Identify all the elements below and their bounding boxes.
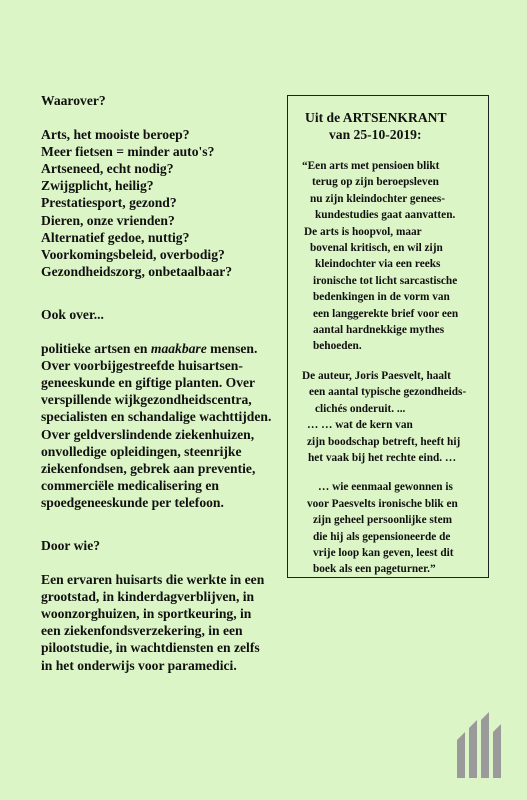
quote-line: het vaak bij het rechte eind. … xyxy=(308,451,457,464)
ook-line-emphasis: maakbare xyxy=(150,341,207,357)
ook-line: commerciële medicalisering en xyxy=(41,477,219,493)
quote-date: van 25-10-2019: xyxy=(329,127,422,142)
quote-line: clichés onderuit. ... xyxy=(315,402,406,415)
quote-line: zijn boodschap betreft, heeft hij xyxy=(307,435,461,448)
door-line: Een ervaren huisarts die werkte in een xyxy=(41,572,265,588)
door-line: pilootstudie, in wachtdiensten en zelfs xyxy=(41,640,260,656)
question-item: Dieren, onze vrienden? xyxy=(41,212,175,228)
ook-line-suffix: mensen. xyxy=(206,341,258,357)
quote-line: vrije loop kan geven, leest dit xyxy=(313,546,454,559)
question-item: Prestatiesport, gezond? xyxy=(41,195,177,211)
question-item: Gezondheidszorg, onbetaalbaar? xyxy=(41,263,233,279)
door-paragraph xyxy=(41,571,281,674)
quote-line: behoeden. xyxy=(313,340,362,353)
question-item: Zwijgplicht, heilig? xyxy=(41,178,154,194)
ook-line: specialisten en schandalige wachttijden. xyxy=(41,409,272,425)
quote-line: zijn geheel persoonlijke stem xyxy=(313,514,452,527)
quote-line: “Een arts met pensioen blikt xyxy=(302,160,440,172)
quote-line: terug op zijn beroepsleven xyxy=(312,176,439,189)
quote-source: Uit de ARTSENKRANT xyxy=(305,110,447,125)
door-line: een ziekenfondsverzekering, in een xyxy=(41,623,243,639)
quote-line: De auteur, Joris Paesvelt, haalt xyxy=(302,369,451,382)
quote-line: bedenkingen in de vorm van xyxy=(313,291,450,304)
quote-line: een langgerekte brief voor een xyxy=(313,307,459,320)
quote-line: ironische tot licht sarcastische xyxy=(313,274,458,287)
quote-line: nu zijn kleindochter genees- xyxy=(310,192,446,205)
quote-line: … … wat de kern van xyxy=(307,419,413,432)
quote-line: kleindochter via een reeks xyxy=(315,258,441,271)
left-column xyxy=(41,92,281,674)
quote-line: die hij als gepensioneerde de xyxy=(313,530,451,543)
quote-paragraph xyxy=(288,479,490,577)
ook-line: Over voorbijgestreefde huisartsen- xyxy=(41,358,243,374)
question-list xyxy=(41,126,281,280)
quote-line: De arts is hoopvol, maar xyxy=(304,225,422,238)
ook-line: ziekenfondsen, gebrek aan preventie, xyxy=(41,460,256,476)
quote-line: kundestudies gaat aanvatten. xyxy=(315,209,456,222)
quote-body xyxy=(288,158,490,578)
door-line: in het onderwijs voor paramedici. xyxy=(41,657,237,673)
quote-line: een aantal typische gezondheids- xyxy=(309,386,467,399)
question-item: Alternatief gedoe, nuttig? xyxy=(41,229,190,245)
quote-paragraph xyxy=(288,158,490,355)
ook-paragraph xyxy=(41,340,281,511)
question-item: Arts, het mooiste beroep? xyxy=(41,127,190,143)
ook-first-line xyxy=(41,340,281,357)
quote-line: aantal hardnekkige mythes xyxy=(313,324,445,337)
ook-line: geneeskunde en giftige planten. Over xyxy=(41,375,256,391)
ook-line: Over geldverslindende ziekenhuizen, xyxy=(41,426,255,442)
door-line: grootstad, in kinderdagverblijven, in xyxy=(41,589,255,605)
ook-line: verspillende wijkgezondheidscentra, xyxy=(41,392,252,408)
ook-line: onvolledige opleidingen, steenrijke xyxy=(41,443,242,459)
waarover-heading: Waarover? xyxy=(41,93,106,108)
publisher-logo-icon xyxy=(455,710,503,780)
quote-line: boek als een pageturner.” xyxy=(313,563,436,576)
question-item: Meer fietsen = minder auto's? xyxy=(41,144,215,160)
question-item: Artseneed, echt nodig? xyxy=(41,161,174,177)
question-item: Voorkomingsbeleid, overbodig? xyxy=(41,246,225,262)
door-line: woonzorghuizen, in sportkeuring, in xyxy=(41,606,252,622)
quote-line: voor Paesvelts ironische blik en xyxy=(307,497,458,510)
ook-line-prefix: politieke artsen en xyxy=(41,341,151,357)
door-heading: Door wie? xyxy=(41,537,101,553)
ook-line: spoedgeneeskunde per telefoon. xyxy=(41,494,224,510)
quote-paragraph xyxy=(288,368,490,466)
quote-box-title xyxy=(305,109,447,143)
quote-line: bovenal kritisch, en wil zijn xyxy=(310,242,443,255)
review-quote-box xyxy=(287,95,489,578)
ook-heading: Ook over... xyxy=(41,306,104,322)
quote-line: … wie eenmaal gewonnen is xyxy=(318,481,453,494)
